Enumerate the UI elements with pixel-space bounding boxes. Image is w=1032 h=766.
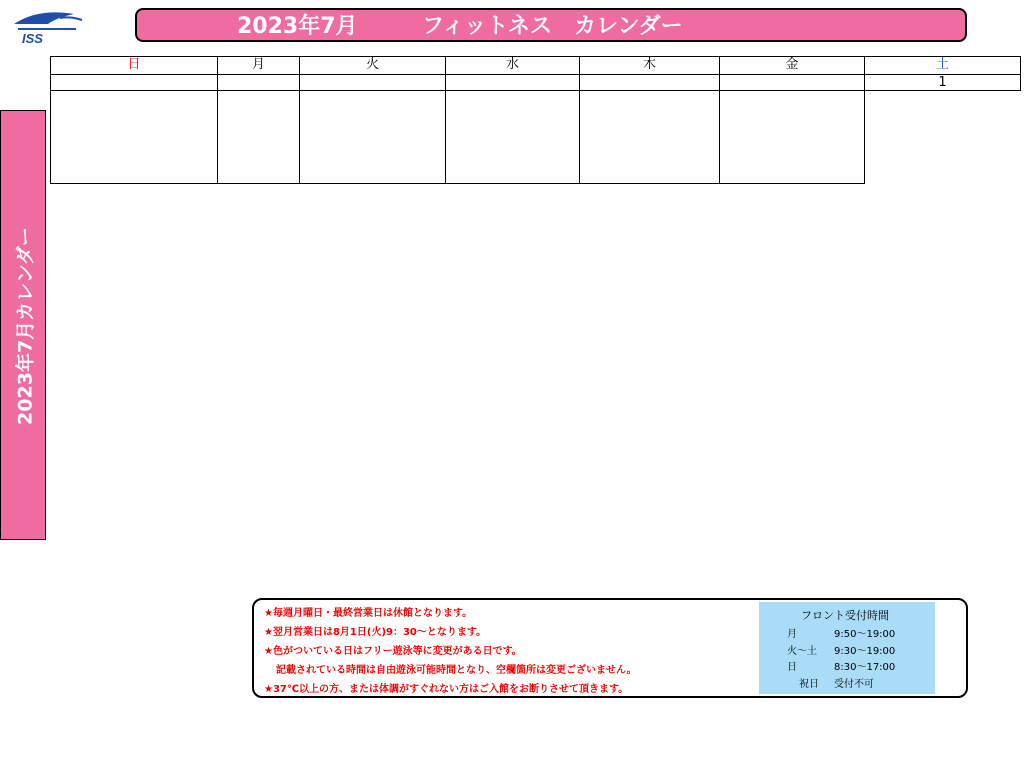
- front-day: 日: [787, 662, 797, 673]
- front-time: 9:50～19:00: [834, 629, 896, 640]
- weekday-header: 土: [864, 56, 1021, 75]
- front-title: フロント受付時間: [801, 609, 889, 622]
- date-number: [217, 74, 300, 91]
- side-label: 2023年7月カレンダー: [14, 227, 37, 425]
- front-day: 祝日: [799, 679, 819, 690]
- title-month: 2023年7月: [237, 14, 358, 39]
- note-line: ★毎週月曜日・最終営業日は休館となります。: [264, 608, 473, 619]
- title-text: フィットネス カレンダー: [422, 14, 683, 39]
- weekday-header: 金: [719, 56, 865, 75]
- front-day: 月: [787, 629, 797, 640]
- note-line: 記載されている時間は自由遊泳可能時間となり、空欄箇所は変更ございません。: [276, 665, 637, 676]
- weekday-header: 木: [579, 56, 720, 75]
- page-title: [135, 8, 967, 42]
- notes-box: [252, 598, 968, 698]
- front-desk-hours: [759, 602, 935, 694]
- day-cell: [445, 90, 580, 184]
- day-cell: [299, 90, 446, 184]
- date-number: [719, 74, 865, 91]
- iss-logo: [8, 6, 88, 46]
- weekday-header: 日: [50, 56, 218, 75]
- logo-text: ISS: [22, 31, 43, 46]
- date-number: [299, 74, 446, 91]
- front-time: 9:30～19:00: [834, 646, 896, 657]
- note-line: ★翌月営業日は8月1日(火)9：30～となります。: [264, 627, 487, 638]
- weekday-header: 月: [217, 56, 300, 75]
- date-number: [50, 74, 218, 91]
- day-cell: [579, 90, 720, 184]
- note-line: ★37℃以上の方、または体調がすぐれない方はご入館をお断りさせて頂きます。: [264, 684, 629, 695]
- day-cell: [50, 90, 218, 184]
- day-cell: [719, 90, 865, 184]
- side-label-panel: [0, 110, 46, 540]
- date-number: 1: [864, 74, 1021, 91]
- weekday-header: 水: [445, 56, 580, 75]
- note-line: ★色がついている日はフリー遊泳等に変更がある日です。: [264, 646, 522, 657]
- front-day: 火～土: [787, 646, 817, 657]
- date-number: [579, 74, 720, 91]
- day-cell: [217, 90, 300, 184]
- front-time: 8:30～17:00: [834, 662, 896, 673]
- front-time: 受付不可: [834, 679, 874, 690]
- date-number: [445, 74, 580, 91]
- weekday-header: 火: [299, 56, 446, 75]
